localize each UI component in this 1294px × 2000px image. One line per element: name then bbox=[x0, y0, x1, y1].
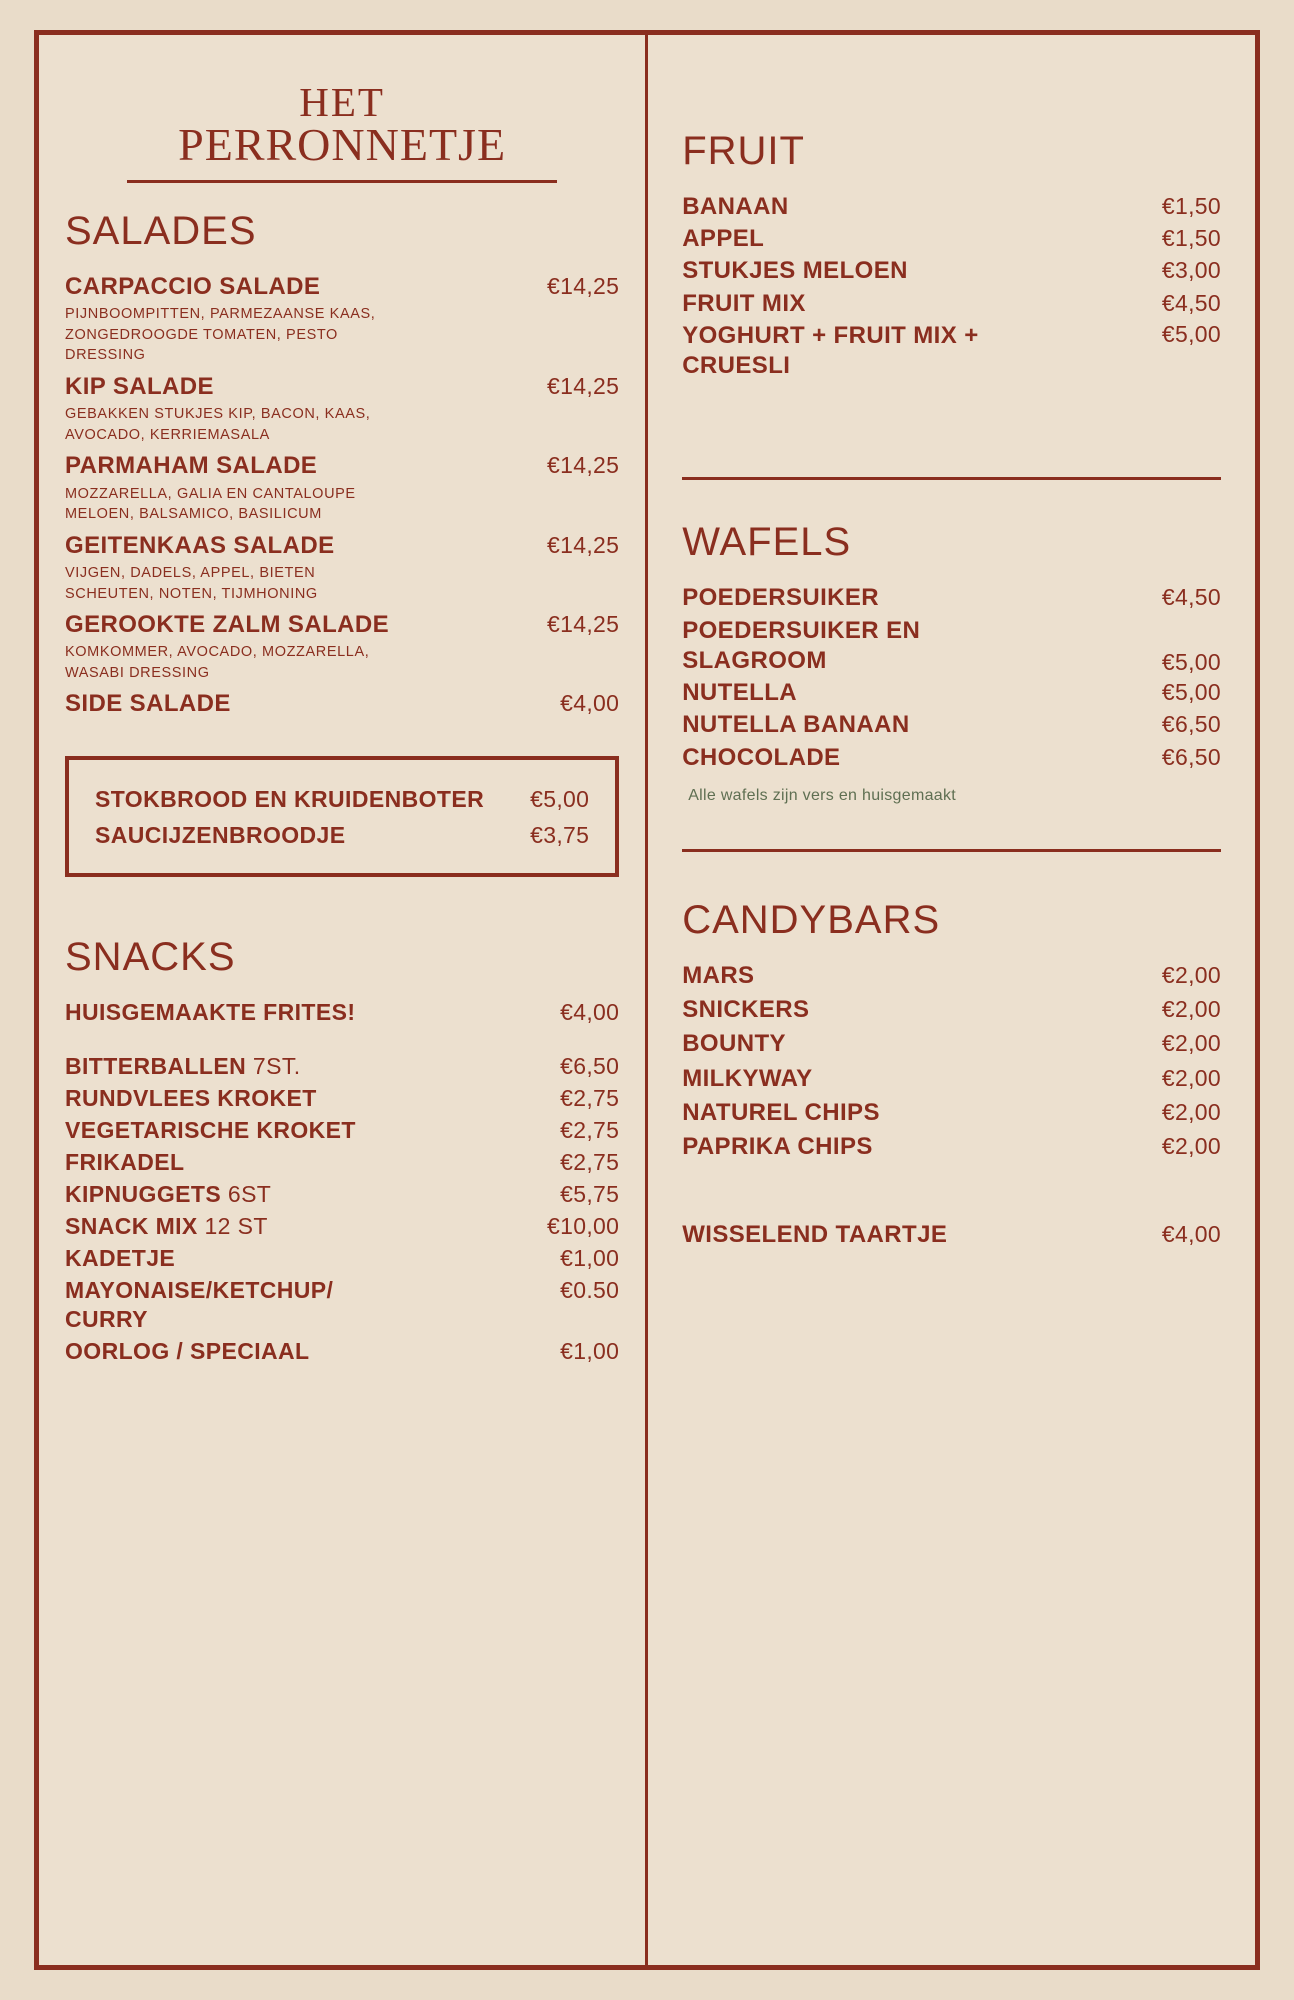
divider-wafels-candybars bbox=[682, 849, 1221, 852]
item-name: POEDERSUIKER bbox=[682, 584, 880, 612]
item-price: €4,00 bbox=[560, 998, 620, 1025]
list-item bbox=[65, 1212, 619, 1241]
item-price: €2,00 bbox=[1161, 1064, 1221, 1091]
list-item bbox=[682, 224, 1221, 254]
item-name: RUNDVLEES KROKET bbox=[65, 1084, 317, 1111]
item-name: KADETJE bbox=[65, 1244, 176, 1271]
item-name: BOUNTY bbox=[682, 1030, 786, 1058]
list-item bbox=[65, 1180, 619, 1209]
logo-divider bbox=[127, 180, 557, 183]
list-item bbox=[95, 818, 589, 854]
item-name: MARS bbox=[682, 961, 755, 989]
list-item bbox=[65, 272, 619, 366]
item-price: €1,00 bbox=[560, 1337, 620, 1364]
fruit-list bbox=[682, 192, 1221, 381]
section-title-snacks: SNACKS bbox=[65, 934, 236, 979]
list-item bbox=[65, 1337, 619, 1366]
section-title-wafels: WAFELS bbox=[682, 520, 852, 565]
section-title-salades: SALADES bbox=[65, 208, 257, 253]
item-name: APPEL bbox=[682, 225, 765, 253]
item-name: OORLOG / SPECIAAL bbox=[65, 1337, 310, 1364]
item-price: €1,00 bbox=[560, 1244, 620, 1271]
item-price: €2,00 bbox=[1161, 1132, 1221, 1159]
item-price: €5,75 bbox=[560, 1180, 620, 1207]
item-name: MILKYWAY bbox=[682, 1064, 813, 1092]
left-column bbox=[39, 35, 648, 1965]
list-item bbox=[65, 689, 619, 719]
list-item bbox=[65, 1276, 619, 1334]
logo-line-1: HET bbox=[299, 79, 385, 125]
item-qty: 6ST bbox=[227, 1180, 272, 1207]
item-price: €4,50 bbox=[1161, 289, 1221, 316]
list-item-wisselend-taartje bbox=[682, 1220, 1221, 1250]
item-price: €2,00 bbox=[1161, 1030, 1221, 1057]
item-name: BANAAN bbox=[682, 193, 789, 220]
item-price: €4,00 bbox=[1161, 1221, 1221, 1248]
list-item bbox=[682, 710, 1221, 740]
list-item bbox=[682, 995, 1221, 1025]
list-item bbox=[65, 610, 619, 683]
list-item bbox=[682, 961, 1221, 991]
item-price: €2,00 bbox=[1161, 1098, 1221, 1125]
item-name: CARPACCIO SALADE bbox=[65, 272, 321, 300]
salades-list bbox=[65, 272, 619, 720]
list-item bbox=[682, 1029, 1221, 1059]
item-qty: 7ST. bbox=[252, 1052, 301, 1079]
logo-line-2: PERRONNETJE bbox=[178, 118, 507, 170]
item-name: STOKBROOD EN KRUIDENBOTER bbox=[95, 785, 485, 812]
item-price: €14,25 bbox=[547, 452, 620, 479]
item-price: €14,25 bbox=[547, 372, 620, 399]
section-title-fruit: FRUIT bbox=[682, 129, 805, 173]
item-price: €14,25 bbox=[547, 611, 620, 638]
item-description: KOMKOMMER, AVOCADO, MOZZARELLA, WASABI DRESSING bbox=[65, 644, 370, 681]
list-item bbox=[65, 1244, 619, 1273]
item-name: PARMAHAM SALADE bbox=[65, 452, 318, 480]
list-item bbox=[682, 1064, 1221, 1094]
logo bbox=[65, 79, 619, 183]
list-item bbox=[682, 583, 1221, 613]
item-price: €2,00 bbox=[1161, 961, 1221, 988]
list-item bbox=[95, 782, 589, 818]
item-price: €5,00 bbox=[1161, 679, 1221, 706]
item-price: €2,75 bbox=[560, 1116, 620, 1143]
item-name: VEGETARISCHE KROKET bbox=[65, 1116, 356, 1143]
item-price: €1,50 bbox=[1161, 225, 1221, 252]
item-price: €14,25 bbox=[547, 272, 620, 299]
list-item bbox=[65, 531, 619, 604]
brood-box bbox=[65, 756, 619, 877]
right-column bbox=[648, 35, 1255, 1965]
item-name: NATUREL CHIPS bbox=[682, 1098, 880, 1126]
item-name: HUISGEMAAKTE FRITES! bbox=[65, 998, 356, 1025]
wafels-list bbox=[682, 583, 1221, 804]
wafels-note: Alle wafels zijn vers en huisgemaakt bbox=[688, 786, 957, 804]
section-title-candybars: CANDYBARS bbox=[682, 897, 941, 942]
item-name: NUTELLA bbox=[682, 679, 797, 707]
item-price: €3,00 bbox=[1161, 257, 1221, 284]
item-price: €0.50 bbox=[560, 1276, 620, 1303]
item-price: €6,50 bbox=[1161, 711, 1221, 738]
list-item bbox=[682, 1098, 1221, 1128]
item-name: SNACK MIX 12 ST bbox=[65, 1212, 268, 1239]
item-name: YOGHURT + FRUIT MIX + CRUESLI bbox=[682, 321, 979, 380]
item-name: MAYONAISE/KETCHUP/ CURRY bbox=[65, 1276, 334, 1332]
menu-frame bbox=[34, 30, 1260, 1970]
list-item bbox=[65, 1084, 619, 1113]
list-item bbox=[682, 289, 1221, 319]
list-item bbox=[682, 256, 1221, 286]
item-price: €5,00 bbox=[530, 785, 590, 812]
item-name: GEROOKTE ZALM SALADE bbox=[65, 611, 389, 639]
list-item bbox=[682, 321, 1221, 381]
item-name: SIDE SALADE bbox=[65, 690, 231, 718]
list-item bbox=[65, 998, 619, 1027]
item-name: KIPNUGGETS 6ST bbox=[65, 1180, 272, 1207]
item-price: €2,75 bbox=[560, 1148, 620, 1175]
item-price: €6,50 bbox=[1161, 743, 1221, 770]
list-item bbox=[65, 1116, 619, 1145]
item-name: BITTERBALLEN 7ST. bbox=[65, 1052, 301, 1079]
item-price: €3,75 bbox=[530, 822, 590, 849]
item-name: PAPRIKA CHIPS bbox=[682, 1132, 873, 1160]
item-description: VIJGEN, DADELS, APPEL, BIETEN SCHEUTEN, NOTEN, TIJMHONING bbox=[65, 564, 318, 602]
list-item bbox=[682, 1132, 1221, 1162]
item-price: €4,00 bbox=[560, 690, 620, 717]
list-item bbox=[65, 1148, 619, 1177]
item-name: CHOCOLADE bbox=[682, 743, 841, 771]
item-name: FRIKADEL bbox=[65, 1148, 185, 1175]
list-item bbox=[682, 616, 1221, 676]
list-item bbox=[65, 451, 619, 524]
item-price: €1,50 bbox=[1161, 193, 1221, 219]
item-price: €4,50 bbox=[1161, 584, 1221, 611]
item-price: €6,50 bbox=[560, 1052, 620, 1079]
spacer bbox=[65, 1030, 619, 1052]
item-price: €5,00 bbox=[1161, 649, 1221, 676]
list-item bbox=[682, 743, 1221, 773]
item-price: €2,75 bbox=[560, 1084, 620, 1111]
item-name: WISSELEND TAARTJE bbox=[682, 1221, 948, 1249]
item-description: MOZZARELLA, GALIA EN CANTALOUPE MELOEN, BALSAMICO, BASILICUM bbox=[65, 485, 356, 523]
list-item bbox=[65, 1052, 619, 1081]
item-name: SNICKERS bbox=[682, 996, 810, 1024]
item-price: €2,00 bbox=[1161, 996, 1221, 1023]
candybars-list bbox=[682, 961, 1221, 1251]
item-description: PIJNBOOMPITTEN, PARMEZAANSE KAAS, ZONGEDROOGDE TOMATEN, PESTO DRESSING bbox=[65, 306, 376, 364]
item-name: FRUIT MIX bbox=[682, 289, 806, 317]
item-name: POEDERSUIKER EN SLAGROOM bbox=[682, 616, 921, 674]
item-name: GEITENKAAS SALADE bbox=[65, 531, 335, 559]
snacks-list bbox=[65, 998, 619, 1366]
list-item bbox=[682, 192, 1221, 222]
item-price: €10,00 bbox=[547, 1212, 620, 1239]
item-price: €5,00 bbox=[1161, 320, 1221, 347]
item-price: €14,25 bbox=[547, 531, 620, 558]
item-name: STUKJES MELOEN bbox=[682, 257, 908, 285]
list-item bbox=[65, 372, 619, 445]
item-description: GEBAKKEN STUKJES KIP, BACON, KAAS, AVOCADO, KERRIEMASALA bbox=[65, 406, 371, 443]
divider-fruit-wafels bbox=[682, 477, 1221, 480]
item-name: KIP SALADE bbox=[65, 372, 214, 400]
item-name: NUTELLA BANAAN bbox=[682, 711, 910, 739]
item-qty: 12 ST bbox=[204, 1212, 268, 1239]
list-item bbox=[682, 678, 1221, 708]
item-name: SAUCIJZENBROODJE bbox=[95, 822, 346, 849]
